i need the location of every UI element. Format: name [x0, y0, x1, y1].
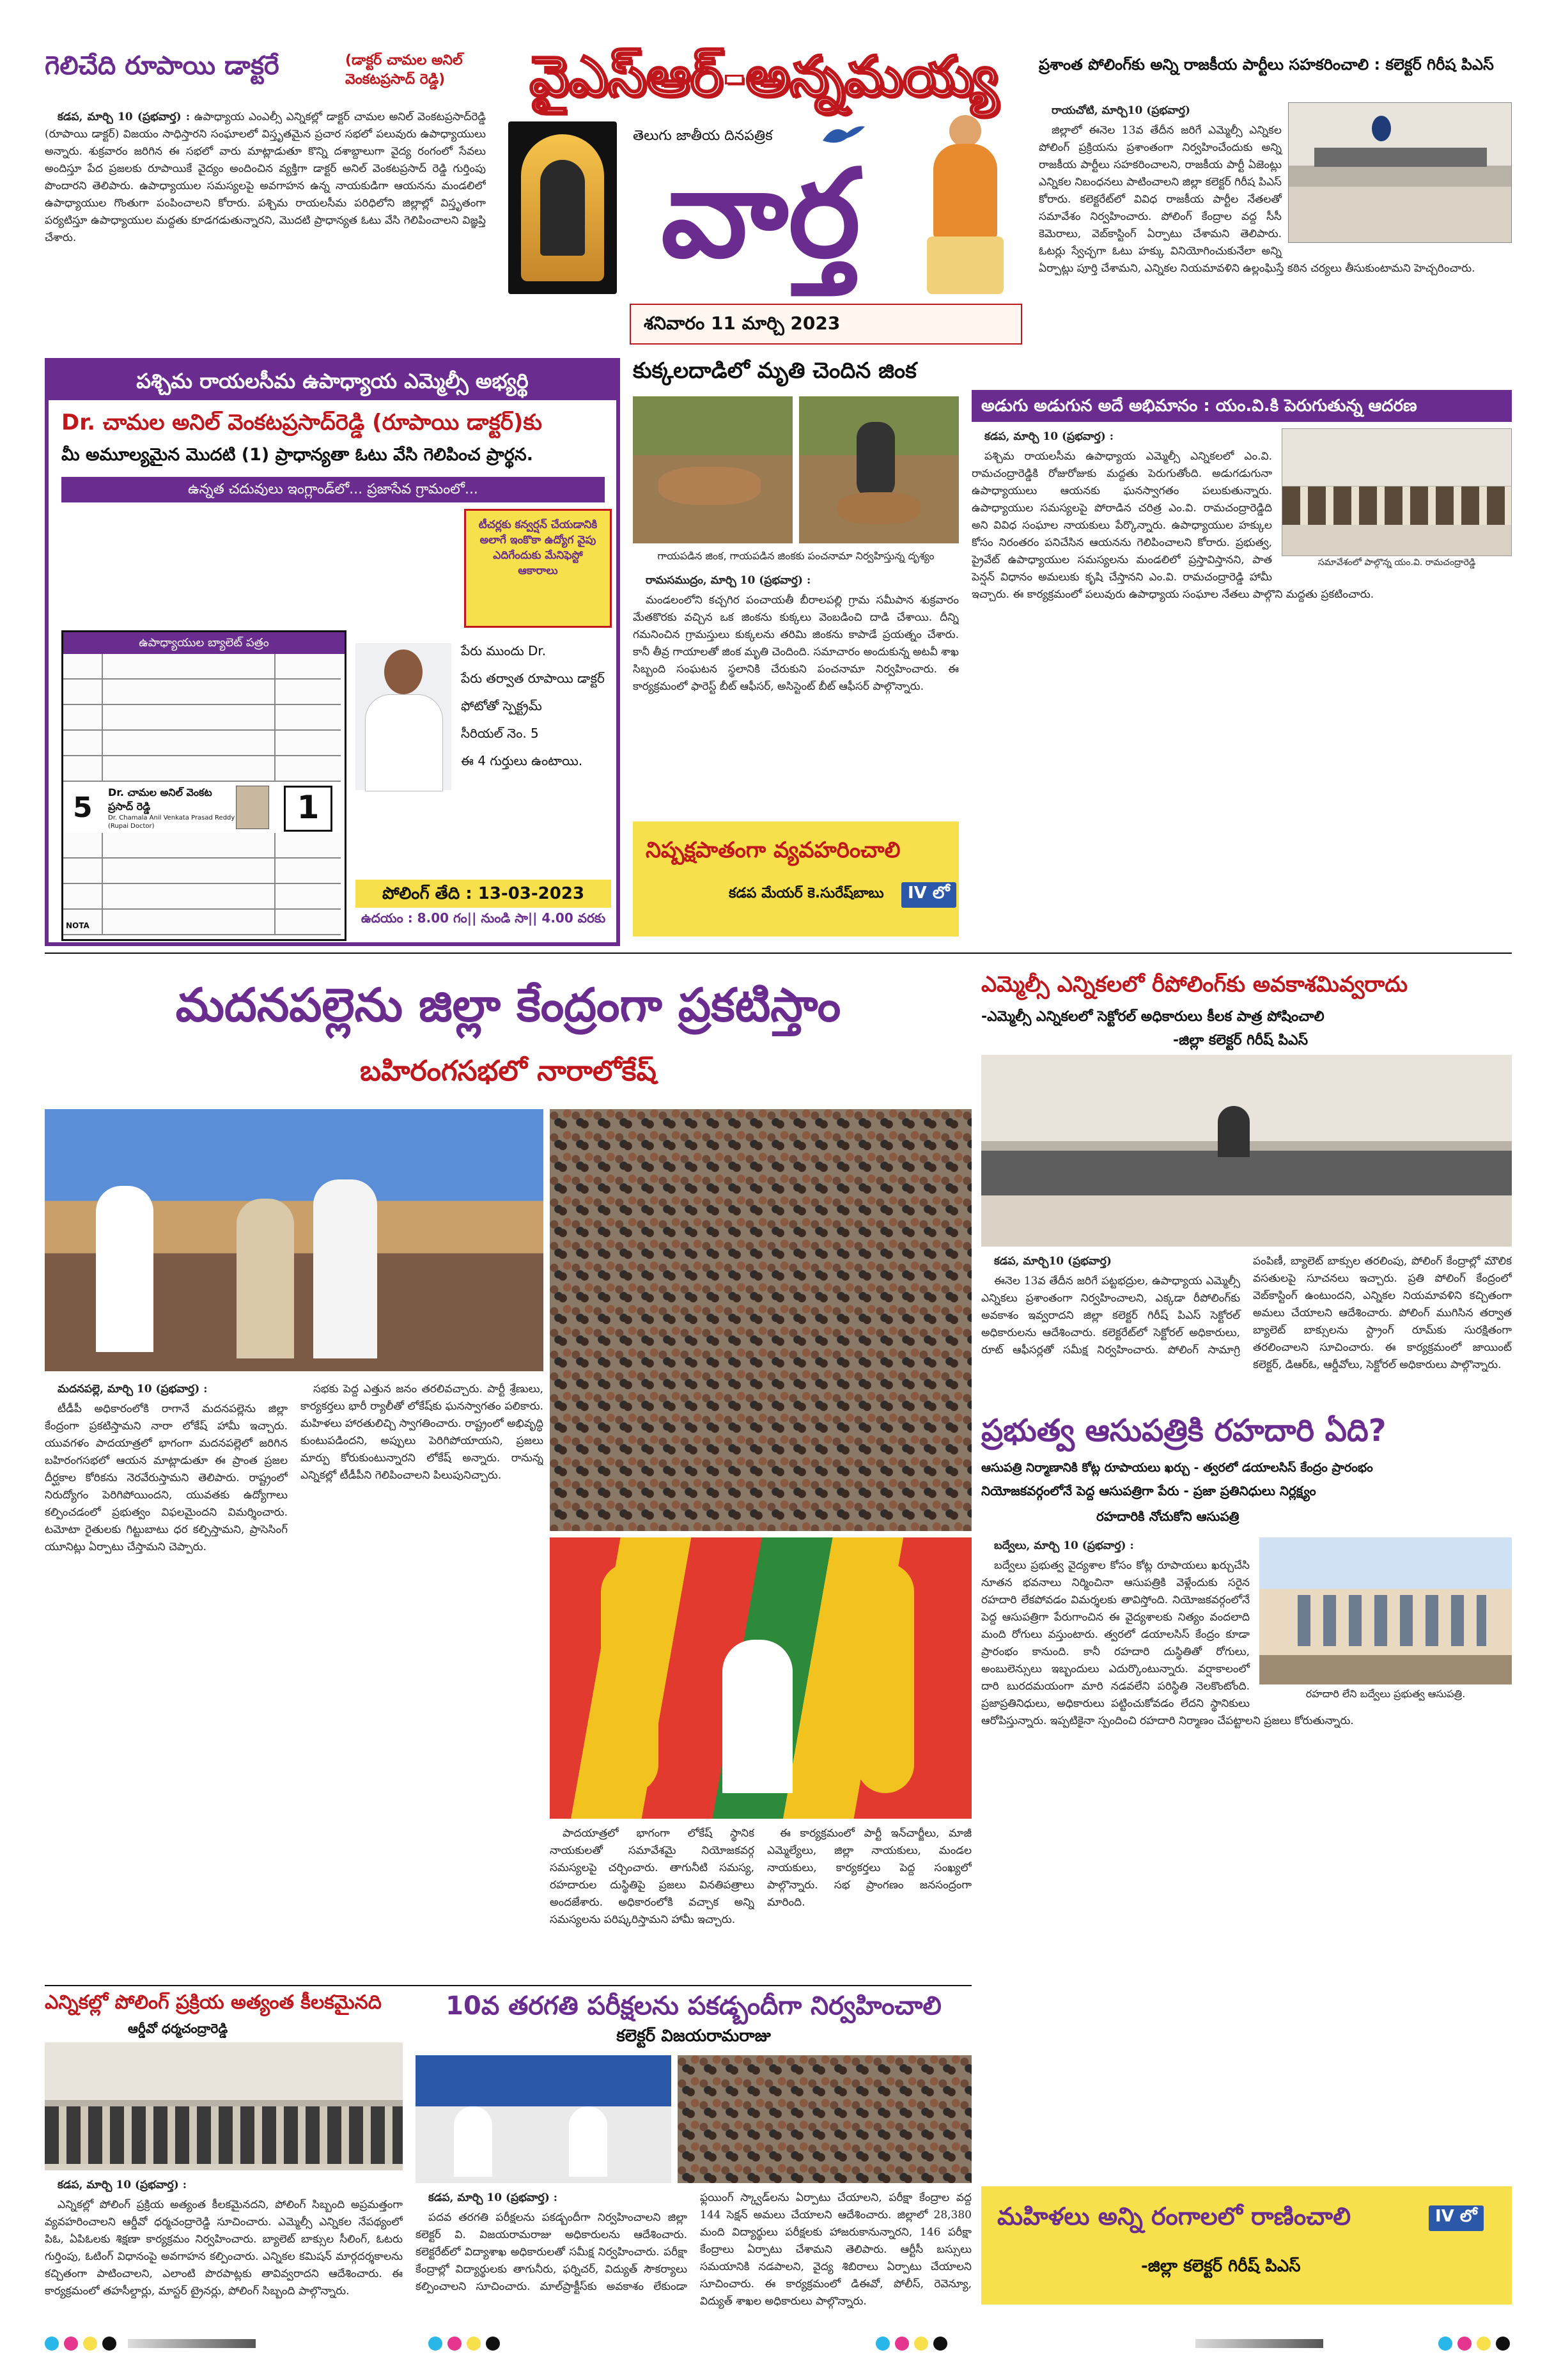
story-hospital-body: [981, 1537, 1512, 2177]
ad-strip: ఉన్నత చదువులు ఇంగ్లాండ్‌లో... ప్రజాసేవ గ్రామంలో...: [61, 477, 605, 502]
ad-line2: మీ అమూల్యమైన మొదటి (1) ప్రాధాన్యతా ఓటు వేసి గెలిపించ ప్రార్థన.: [61, 445, 533, 465]
story-doctor-dateline: కడప, మార్చి 10 (ప్రభవార్త) :: [58, 111, 190, 123]
ballot-pref: 1: [284, 786, 332, 832]
story-lokesh-col3: [550, 1825, 754, 1982]
ad-box-text: టీచర్లకు కన్వర్షన్ చేయడానికి అలాగే ఇంకొకా ఉద్యోగ వైపు ఎదిగేందుకు మేనిఫెస్టో ఆకారాలు: [478, 518, 598, 577]
story-mlc-text: పశ్చిమ రాయలసీమ ఉపాధ్యాయ ఎమ్మెల్సీ ఎన్నికలలో ఎం.వి. రామచంద్రారెడ్డికి రోజురోజుకు మద్దతు పెరుగుతోంది. అడుగడుగునా ఉపాధ్యాయులు ఆయనకు ఘనస్వాగతం పలుకుతున్నారు. ఉపాధ్యాయుల సమస్యలపై పోరాడిన చరిత్ర ఎం.వి. రామచంద్రారెడ్డిది అని వివిధ సంఘాల నాయకులు పేర్కొన్నారు. ఉపాధ్యాయుల హక్కుల కోసం నిరంతరం పనిచేసిన ఆయనను గెలిపించాలని కోరారు. ప్రభుత్వ, ప్రైవేట్ ఉపాధ్యాయుల సమస్యలను మండలిలో ప్రస్తావిస్తానని, పాత పెన్షన్ విధానం అమలుకు కృషి చేస్తానని ఎం.వి. రామచంద్రారెడ్డి హామీ ఇచ్చారు. ఈ కార్యక్రమంలో పలువురు ఉపాధ్యాయ సంఘాల నేతలు పాల్గొని మద్దతు ప్రకటించారు.: [972, 450, 1374, 601]
ad-line1: Dr. చామల అనిల్ వెంకటప్రసాద్‌రెడ్డి (రూపాయి డాక్టర్)కు: [61, 410, 542, 435]
ad-point-4: సీరియల్ నెం. 5: [461, 726, 539, 741]
story-polling: [1039, 45, 1512, 390]
story-exams-dateline: కడప, మార్చి 10 (ప్రభవార్త) :: [428, 2191, 557, 2204]
story-lokesh-sub: బహిరంగసభలో నారాలోకేష్: [360, 1055, 657, 1087]
story-repolling-body: [981, 1253, 1512, 1406]
story-exams-sub: కలెక్టర్ విజయరామరాజు: [616, 2026, 771, 2046]
story-elections-headline: ఎన్నికల్లో పోలింగ్ ప్రక్రియ అత్యంత కీలకమైనది: [45, 1991, 382, 2014]
story-elections-text: ఎన్నికల్లో పోలింగ్ ప్రక్రియ అత్యంత కీలకమైనదని, పోలింగ్ సిబ్బంది అప్రమత్తంగా వ్యవహరించాలని ఆర్డీవో ధర్మచంద్రారెడ్డి సూచించారు. ఎమ్మెల్సీ ఎన్నికల నేపథ్యంలో పిఓ, ఏపిఓలకు శిక్షణా కార్యక్రమం నిర్వహించారు. బ్యాలెట్ బాక్సుల సీలింగ్, ఓటరు గుర్తింపు, ఓటింగ్ విధానంపై అవగాహన కల్పించారు. ఎన్నికల కమిషన్ మార్గదర్శకాలను కచ్చితంగా పాటించాలని, ఎలాంటి పొరపాట్లకు తావివ్వరాదని ఆదేశించారు. ఈ కార్యక్రమంలో తహసీల్దార్లు, మాస్టర్ ట్రైనర్లు, పోలింగ్ సిబ్బంది పాల్గొన్నారు.: [45, 2198, 403, 2298]
story-polling-headline: ప్రశాంత పోలింగ్‌కు అన్ని రాజకీయ పార్టీలు సహకరించాలి : కలెక్టర్ గిరీష పిఎస్: [1039, 56, 1494, 74]
masthead-tagline: తెలుగు జాతీయ దినపత్రిక: [633, 128, 773, 144]
story-deer-text: మండలంలోని కచ్చగిర పంచాయతీ బీరాలపల్లి గ్రామ సమీపాన శుక్రవారం మేతకొరకు వచ్చిన ఒక జింకను కుక్కలు వెంబడించి దాడి చేశాయి. దీన్ని గమనించిన గ్రామస్తులు కుక్కలను తరిమి జింకను కాపాడే ప్రయత్నం చేశారు. కానీ తీవ్ర గాయాలతో జింక మృతి చెందింది. సమాచారం అందుకున్న అటవీ శాఖ సిబ్బంది సంఘటన స్థలానికి చేరుకుని పంచనామా నిర్వహించారు. ఈ కార్యక్రమంలో ఫారెస్ట్ బీట్ ఆఫీసర్, అసిస్టెంట్ బీట్ ఆఫీసర్ పాల్గొన్నారు.: [633, 594, 959, 693]
ad-poll-date: పోలింగ్ తేది : 13-03-2023: [355, 880, 611, 908]
story-hospital-sub1: ఆసుపత్రి నిర్మాణానికి కోట్ల రూపాయలు ఖర్చు - త్వరలో డయాలసిస్ కేంద్రం ప్రారంభం: [981, 1461, 1373, 1475]
story-doctor-body: [45, 109, 486, 339]
story-deer: [633, 358, 959, 818]
photo-lokesh-stage: [45, 1109, 543, 1371]
story-lokesh-text-1: టీడీపీ అధికారంలోకి రాగానే మదనపల్లెను జిల్లా కేంద్రంగా ప్రకటిస్తామని నారా లోకేష్ హామీ ఇచ్చారు. యువగళం పాదయాత్రలో భాగంగా మదనపల్లెలో జరిగిన బహిరంగసభలో ఆయన మాట్లాడుతూ ఈ ప్రాంత ప్రజల దీర్ఘకాల కోరికను నెరవేరుస్తామని తెలిపారు. రాష్ట్రంలో నిరుద్యోగం పెరిగిపోయిందని, యువతకు ఉద్యోగాలు కల్పించడంలో ప్రభుత్వం విఫలమైందని విమర్శించారు. టమోటా రైతులకు గిట్టుబాటు ధర కల్పిస్తామని, ప్రాసెసింగ్ యూనిట్లు ఏర్పాటు చేస్తామని చెప్పారు.: [45, 1403, 288, 1553]
photo-lokesh-garland: [550, 1537, 972, 1819]
story-repolling: [981, 959, 1512, 1406]
story-elections-body: [45, 2177, 403, 2311]
story-hospital-text: బద్వేలు ప్రభుత్వ వైద్యశాల కోసం కోట్ల రూపాయలు ఖర్చుచేసి నూతన భవనాలు నిర్మించినా ఆసుపత్రికి వెళ్లేందుకు సరైన రహదారి లేకపోవడం విమర్శలకు తావిస్తోంది. నియోజకవర్గంలోనే పెద్ద ఆసుపత్రిగా పేరుగాంచిన ఈ వైద్యశాలకు నిత్యం వందలాది మంది రోగులు వస్తుంటారు. త్వరలో డయాలసిస్ కేంద్రం కూడా ప్రారంభం కానుంది. కానీ రహదారి దుస్థితితో రోగులు, అంబులెన్సులు ఇబ్బందులు ఎదుర్కొంటున్నారు. వర్షాకాలంలో దారి బురదమయంగా మారి నడవలేని పరిస్థితి నెలకొంటోంది. ప్రజాప్రతినిధులు, అధికారులు పట్టించుకోవడం లేదని స్థానికులు ఆరోపిస్తున్నారు. ఇప్పటికైనా స్పందించి రహదారి నిర్మాణం చేపట్టాలని ప్రజలు కోరుతున్నారు.: [981, 1559, 1354, 1727]
ballot-candidate-en: Dr. Chamala Anil Venkata Prasad Reddy (Rupai Doctor): [108, 814, 235, 830]
story-elections-dateline: కడప, మార్చి 10 (ప్రభవార్త) :: [58, 2179, 187, 2191]
story-mayor-headline: నిష్పక్షపాతంగా వ్యవహరించాలి: [646, 837, 901, 863]
story-hospital-caption: రహదారి లేని బద్వేలు ప్రభుత్వ ఆసుపత్రి.: [1305, 1688, 1466, 1700]
story-mlc-dateline: కడప, మార్చి 10 (ప్రభవార్త) :: [984, 430, 1114, 443]
story-women-page-ref: IV లో: [1429, 2205, 1484, 2231]
story-lokesh-text-3: పాదయాత్రలో భాగంగా లోకేష్ స్థానిక నాయకులతో సమావేశమై నియోజకవర్గ సమస్యలపై చర్చించారు. తాగునీటి సమస్య, రహదారుల దుస్థితిపై ప్రజలు వినతిపత్రాలు అందజేశారు. అధికారంలోకి వచ్చాక అన్ని సమస్యలను పరిష్కరిస్తామని హామీ ఇచ్చారు.: [550, 1827, 754, 1926]
photo-lokesh-crowd: [550, 1109, 972, 1531]
photo-elections: [45, 2042, 403, 2170]
story-exams: [416, 1991, 972, 2311]
story-mlc-body: [972, 428, 1512, 850]
masthead-date: శనివారం 11 మార్చి 2023: [644, 313, 841, 334]
story-elections: [45, 1991, 403, 2311]
story-lokesh-col1: [45, 1381, 288, 1982]
deity-image: [508, 121, 617, 294]
ad-point-1: పేరు ముందు Dr.: [461, 643, 547, 658]
story-mlc-band: అడుగు అడుగున అదే అభిమానం : యం.వి.కి పెరుగుతున్న ఆదరణ: [972, 390, 1512, 422]
ballot-candidate: Dr. చామల అనిల్ వెంకట ప్రసాద్ రెడ్డి: [108, 786, 212, 813]
story-hospital-sub2: నియోజకవర్గంలోనే పెద్ద ఆసుపత్రిగా పేరు - ప్రజా ప్రతినిధులు నిర్లక్ష్యం: [981, 1483, 1316, 1498]
story-women-headline: మహిళలు అన్ని రంగాలలో రాణించాలి: [997, 2202, 1351, 2230]
story-lokesh-text-4: ఈ కార్యక్రమంలో పార్టీ ఇన్‌చార్జీలు, మాజీ ఎమ్మెల్యేలు, జిల్లా నాయకులు, మండల నాయకులు, కార్యకర్తలు పెద్ద సంఖ్యలో పాల్గొన్నారు. సభ ప్రాంగణం జనసంద్రంగా మారింది.: [767, 1827, 972, 1909]
story-deer-dateline: రామసముద్రం, మార్చి 10 (ప్రభవార్త) :: [646, 574, 811, 587]
masthead-title-top: వైఎస్ఆర్-అన్నమయ్య: [529, 45, 998, 109]
photo-exams-2: [678, 2055, 972, 2183]
ad-point-3: ఫోటోతో స్పెక్ట్రమ్: [461, 698, 542, 713]
story-doctor-text: ఉపాధ్యాయ ఎంఎల్సీ ఎన్నికల్లో డాక్టర్ చామల అనిల్ వెంకటప్రసాద్‌రెడ్డి (రూపాయి డాక్టర్) విజయం సాధిస్తారని సంఘాలలో విస్తృతమైన ప్రచార సభలో పలువురు ఉపాధ్యాయులు అన్నారు. శుక్రవారం జరిగిన ఈ సభలో వారు మాట్లాడుతూ కొన్ని దశాబ్దాలుగా వైద్య రంగంలో సేవలు అందిస్తూ పేద ప్రజలకు రూపాయికే వైద్యం అందించిన వ్యక్తిగా డాక్టర్ అనిల్ వెంకటప్రసాద్ రెడ్డి గుర్తింపు పొందారని తెలిపారు. ఉపాధ్యాయుల సమస్యలపై అవగాహన ఉన్న నాయకుడిగా ఆయనను మండలిలో ఉపాధ్యాయుల గొంతుగా పంపించాలని కోరారు. పశ్చిమ రాయలసీమ పరిధిలోని జిల్లాల్లో విస్తృతంగా పర్యటిస్తూ ఉపాధ్యాయుల మద్దతు కూడగడుతున్నారని, మొదటి ప్రాధాన్యత ఓటు వేసి గెలిపించాలని విజ్ఞప్తి చేశారు.: [45, 111, 486, 244]
story-doctor-headline: గెలిచేది రూపాయి డాక్టరే: [45, 51, 279, 81]
story-lokesh-text-2: సభకు పెద్ద ఎత్తున జనం తరలివచ్చారు. పార్టీ శ్రేణులు, కార్యకర్తలు భారీ ర్యాలీతో లోకేష్‌కు ఘనస్వాగతం పలికారు. మహిళలు హారతులిచ్చి స్వాగతించారు. రాష్ట్రంలో అభివృద్ధి కుంటుపడిందని, అప్పులు పెరిగిపోయాయని, ప్రజలు మార్పు కోరుకుంటున్నారని లోకేష్ అన్నారు. రానున్న ఎన్నికల్లో టీడీపీని గెలిపించాలని పిలుపునిచ్చారు.: [300, 1383, 543, 1482]
masthead-title-big: వార్త: [661, 143, 860, 284]
story-doctor: [45, 45, 486, 345]
photo-exams-1: [416, 2055, 671, 2183]
ad-poll-time: ఉదయం : 8.00 గం|| నుండి సా|| 4.00 వరకు: [361, 910, 606, 926]
story-hospital-sub3: రహదారికి నోచుకోని ఆసుపత్రి: [1096, 1509, 1239, 1524]
story-repolling-sub1: -ఎమ్మెల్సీ ఎన్నికలలో సెక్టోరల్ అధికారులు కీలక పాత్ర పోషించాలి: [981, 1009, 1325, 1025]
story-lokesh-dateline: మదనపల్లె, మార్చి 10 (ప్రభవార్త) :: [58, 1383, 208, 1396]
ad-points: [461, 643, 611, 772]
story-deer-caption: గాయపడిన జింక, గాయపడిన జింకకు పంచనామా నిర్వహిస్తున్న దృశ్యం: [657, 550, 935, 562]
photo-repolling-meeting: [981, 1055, 1512, 1247]
story-repolling-sub2: -జిల్లా కలెక్టర్ గిరీష్ పిఎస్: [1173, 1032, 1309, 1048]
story-repolling-dateline: కడప, మార్చి10 (ప్రభవార్త): [994, 1255, 1112, 1268]
ad-top: పశ్చిమ రాయలసీమ ఉపాధ్యాయ ఎమ్మెల్సీ అభ్యర్థి: [49, 362, 616, 400]
story-exams-body: [416, 2189, 972, 2311]
ballot-photo: [236, 786, 269, 829]
story-deer-body: [633, 572, 959, 815]
story-hospital: [981, 1413, 1512, 2180]
masthead-date-box: [630, 304, 1022, 345]
ad-block: [45, 358, 620, 946]
story-exams-text: పదవ తరగతి పరీక్షలను పకడ్బందీగా నిర్వహించాలని జిల్లా కలెక్టర్ వి. విజయరామరాజు అధికారులను ఆదేశించారు. కలెక్టరేట్‌లో విద్యాశాఖ అధికారులతో సమీక్ష నిర్వహించారు. పరీక్షా కేంద్రాల్లో విద్యార్థులకు తాగునీరు, ఫర్నిచర్, విద్యుత్ సౌకర్యాలు కల్పించాలని సూచించారు. మాల్‌ప్రాక్టీస్‌కు అవకాశం లేకుండా ఫ్లయింగ్ స్క్వాడ్‌లను ఏర్పాటు చేయాలని, పరీక్షా కేంద్రాల వద్ద 144 సెక్షన్ అమలు చేయాలని ఆదేశించారు. జిల్లాలో 28,380 మంది విద్యార్థులు పరీక్షలకు హాజరుకానున్నారని, 146 పరీక్షా కేంద్రాలు ఏర్పాటు చేశామని తెలిపారు. ఆర్టీసీ బస్సులు సమయానికి నడపాలని, వైద్య శిబిరాలు ఏర్పాటు చేయాలని సూచించారు. ఈ కార్యక్రమంలో డిఈవో, పోలీస్, రెవెన్యూ, విద్యుత్ శాఖల అధికారులు పాల్గొన్నారు.: [416, 2191, 972, 2308]
story-lokesh-headline: మదనపల్లెను జిల్లా కేంద్రంగా ప్రకటిస్తాం: [175, 978, 841, 1032]
story-exams-headline: 10వ తరగతి పరీక్షలను పకడ్బందీగా నిర్వహించాలి: [446, 1991, 942, 2021]
story-lokesh: [45, 959, 972, 1982]
ballot-nota: NOTA: [66, 921, 89, 930]
ad-point-2: పేరు తర్వాత రూపాయి డాక్టర్: [461, 671, 605, 686]
story-mlc-caption: సమావేశంలో పాల్గొన్న యం.వి. రామచంద్రారెడ్డి: [1317, 557, 1476, 568]
story-doctor-sub: (డాక్టర్ చామల అనిల్ వెంకటప్రసాద్ రెడ్డి): [345, 52, 463, 88]
story-polling-text: జిల్లాలో ఈనెల 13వ తేదీన జరిగే ఎమ్మెల్సీ ఎన్నికల పోలింగ్ ప్రక్రియను ప్రశాంతంగా నిర్వహించేందుకు అన్ని రాజకీయ పార్టీలు సహకరించాలని, రాజకీయ పార్టీ ఏజెంట్లు ఎన్నికల నిబంధనలు పాటించాలని జిల్లా కలెక్టర్ గిరీష పిఎస్ కోరారు. కలెక్టరేట్‌లో వివిధ రాజకీయ పార్టీల నేతలతో సమావేశం నిర్వహించారు. పోలింగ్ కేంద్రాల వద్ద సీసీ కెమెరాలు, వెబ్‌కాస్టింగ్ ఏర్పాటు చేశామని తెలిపారు. ఓటర్లు స్వేచ్ఛగా ఓటు హక్కు వినియోగించుకునేలా అన్ని ఏర్పాట్లు పూర్తి చేశామని, ఎన్నికల నియమావళిని ఉల్లంఘిస్తే కఠిన చర్యలు తీసుకుంటామని హెచ్చరించారు.: [1039, 124, 1475, 275]
story-repolling-text: ఈనెల 13వ తేదీన జరిగే పట్టభద్రుల, ఉపాధ్యాయ ఎమ్మెల్సీ ఎన్నికలు ప్రశాంతంగా నిర్వహించాలని, ఎక్కడా రీపోలింగ్‌కు అవకాశం ఇవ్వరాదని జిల్లా కలెక్టర్ గిరీష్ పిఎస్ సెక్టోరల్ అధికారులను ఆదేశించారు. కలెక్టరేట్‌లో సెక్టోరల్ అధికారులు, రూట్ ఆఫీసర్లతో సమీక్ష నిర్వహించారు. పోలింగ్ సామాగ్రి పంపిణీ, బ్యాలెట్ బాక్సుల తరలింపు, పోలింగ్ కేంద్రాల్లో మౌలిక వసతులపై సూచనలు ఇచ్చారు. ప్రతి పోలింగ్ కేంద్రంలో వెబ్‌కాస్టింగ్ ఉంటుందని, ఎన్నికల నియమావళిని కచ్చితంగా అమలు చేయాలని ఆదేశించారు. పోలింగ్ ముగిసిన తర్వాత బ్యాలెట్ బాక్సులను స్ట్రాంగ్ రూమ్‌కు సురక్షితంగా తరలించాలని సూచించారు. ఈ కార్యక్రమంలో జాయింట్ కలెక్టర్, డిఆర్ఓ, ఆర్డీవోలు, సెక్టోరల్ అధికారులు పాల్గొన్నారు.: [981, 1255, 1512, 1371]
story-repolling-headline: ఎమ్మెల్సీ ఎన్నికలలో రీపోలింగ్‌కు అవకాశమివ్వరాదు: [981, 972, 1408, 997]
ballot-paper: [61, 630, 346, 941]
ballot-row-5: [63, 782, 341, 833]
ad-point-5: ఈ 4 గుర్తులు ఉంటాయి.: [461, 753, 583, 768]
annamayya-image: [911, 115, 1020, 300]
story-polling-dateline: రాయచోటి, మార్చి10 (ప్రభవార్త): [1052, 104, 1191, 117]
story-deer-headline: కుక్కలదాడిలో మృతి చెందిన జింక: [633, 358, 917, 384]
ballot-title: ఉపాధ్యాయుల బ్యాలెట్ పత్రం: [63, 632, 345, 654]
story-elections-sub: ఆర్డీవో ధర్మచంద్రారెడ్డి: [128, 2021, 228, 2036]
story-women-sub: -జిల్లా కలెక్టర్ గిరీష్ పిఎస్: [1141, 2257, 1301, 2276]
story-hospital-headline: ప్రభుత్వ ఆసుపత్రికి రహదారి ఏది?: [981, 1413, 1387, 1449]
photo-deer-1: [633, 396, 793, 543]
photo-deer-2: [799, 396, 959, 543]
story-mayor-sub: కడప మేయర్ కె.సురేష్‌బాబు: [729, 885, 884, 901]
story-hospital-dateline: బద్వేలు, మార్చి 10 (ప్రభవార్త) :: [994, 1539, 1134, 1552]
candidate-photo: [355, 643, 451, 790]
ballot-number: 5: [73, 791, 93, 824]
story-mlc: [972, 390, 1512, 850]
story-women: [981, 2186, 1512, 2305]
story-lokesh-col2: [300, 1381, 543, 1982]
ad-box: [464, 509, 612, 628]
story-mayor: [633, 821, 959, 937]
story-mayor-page-ref: IV లో: [901, 882, 956, 908]
story-lokesh-col4: [767, 1825, 972, 1982]
registration-strip: [45, 2337, 1512, 2356]
masthead: [502, 45, 1026, 352]
story-polling-body: [1039, 102, 1512, 384]
